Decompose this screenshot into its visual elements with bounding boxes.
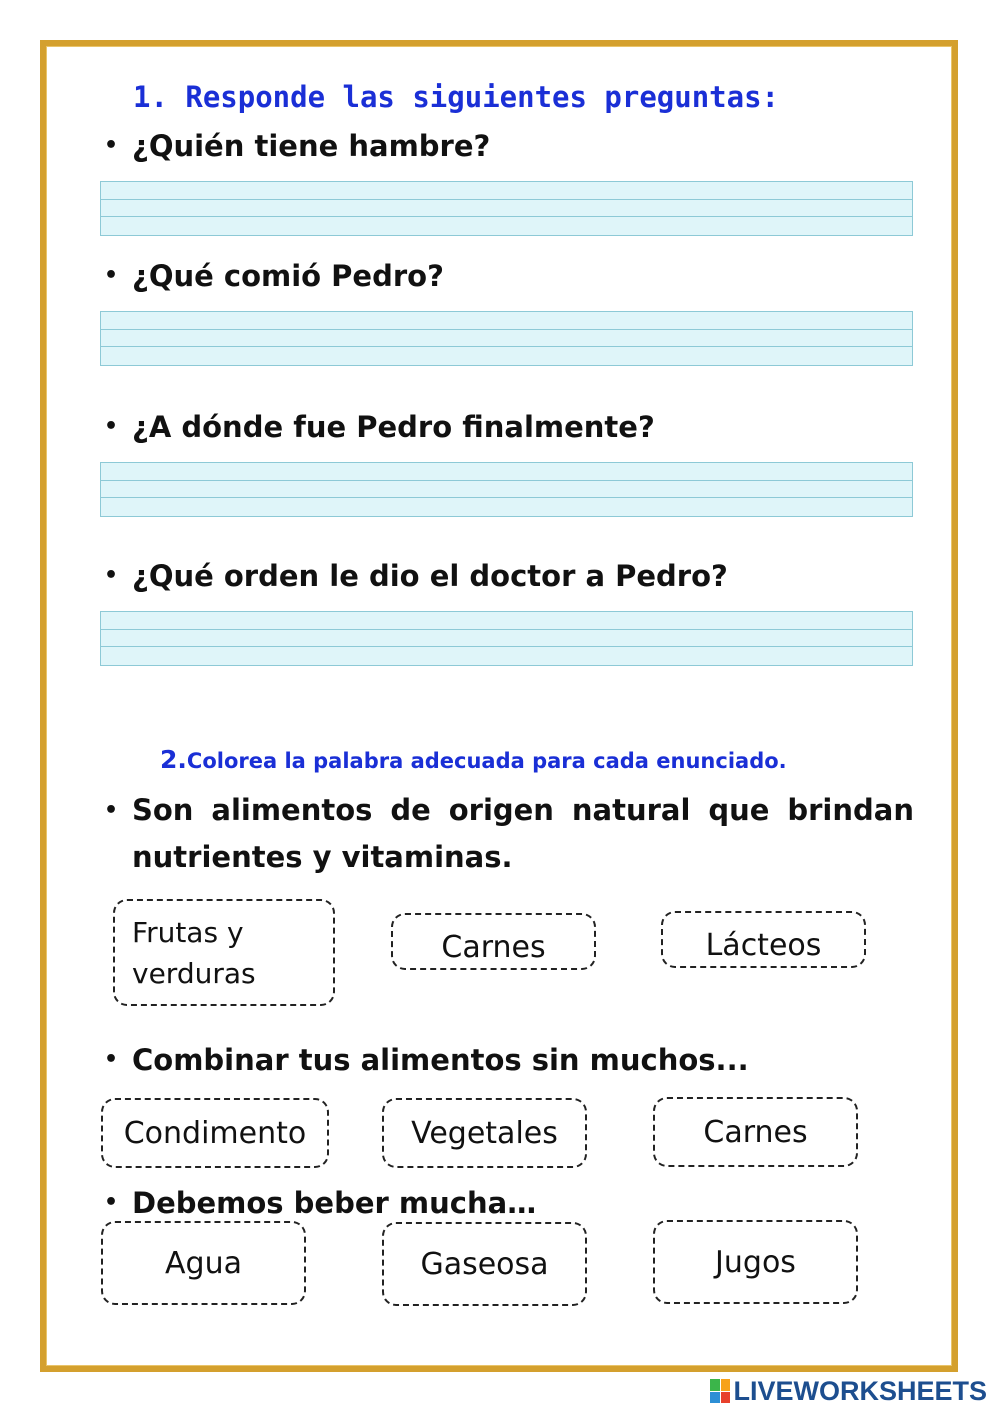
liveworksheets-logo-icon (710, 1379, 730, 1403)
question-3 (104, 409, 655, 445)
question-1 (104, 128, 490, 164)
option-label: Carnes (441, 930, 546, 965)
answer-4-field[interactable] (100, 611, 913, 666)
section-2-title: Colorea la palabra adecuada para cada enunciado. (186, 749, 787, 773)
question-3-text: ¿A dónde fue Pedro finalmente? (132, 410, 655, 444)
option-label: Condimento (123, 1115, 307, 1151)
bullet-icon: • (104, 798, 119, 823)
option-agua[interactable] (101, 1221, 306, 1305)
bullet-icon: • (104, 263, 119, 288)
option-jugos[interactable] (653, 1220, 858, 1304)
statement-3-text: Debemos beber mucha… (132, 1186, 537, 1220)
question-2-text: ¿Qué comió Pedro? (132, 259, 444, 293)
option-frutas-y-verduras[interactable] (113, 899, 335, 1006)
bullet-icon: • (104, 1047, 119, 1072)
worksheet-frame (40, 40, 958, 1372)
answer-3-field[interactable] (100, 462, 913, 517)
statement-2-text: Combinar tus alimentos sin muchos... (132, 1043, 749, 1077)
option-label: Carnes (703, 1114, 808, 1150)
option-lacteos[interactable] (661, 911, 866, 968)
statement-1 (104, 787, 914, 881)
option-label: Lácteos (705, 928, 822, 963)
statement-1-text: Son alimentos de origen natural que brindan nutrientes y vitaminas. (132, 793, 914, 874)
statement-2 (104, 1042, 749, 1078)
brand-name: LIVEWORKSHEETS (733, 1375, 987, 1406)
question-4-text: ¿Qué orden le dio el doctor a Pedro? (132, 559, 728, 593)
option-label: Frutas y verduras (132, 915, 256, 990)
answer-1-field[interactable] (100, 181, 913, 236)
option-label: Agua (165, 1245, 242, 1281)
question-2 (104, 258, 444, 294)
liveworksheets-logo[interactable] (710, 1372, 987, 1410)
section-1-heading: 1. Responde las siguientes preguntas: (133, 80, 780, 114)
question-1-text: ¿Quién tiene hambre? (132, 129, 491, 163)
section-2-heading (160, 745, 787, 774)
bullet-icon: • (104, 133, 119, 158)
option-gaseosa[interactable] (382, 1222, 587, 1306)
bullet-icon: • (104, 1190, 119, 1215)
option-condimento[interactable] (101, 1098, 329, 1168)
option-label: Jugos (715, 1244, 796, 1280)
question-4 (104, 558, 728, 594)
statement-3 (104, 1185, 536, 1221)
option-label: Vegetales (411, 1115, 558, 1151)
answer-2-field[interactable] (100, 311, 913, 366)
option-vegetales[interactable] (382, 1098, 587, 1168)
option-carnes-2[interactable] (653, 1097, 858, 1167)
option-label: Gaseosa (420, 1246, 549, 1282)
bullet-icon: • (104, 414, 119, 439)
option-carnes[interactable] (391, 913, 596, 970)
section-2-number: 2. (160, 745, 187, 774)
bullet-icon: • (104, 563, 119, 588)
